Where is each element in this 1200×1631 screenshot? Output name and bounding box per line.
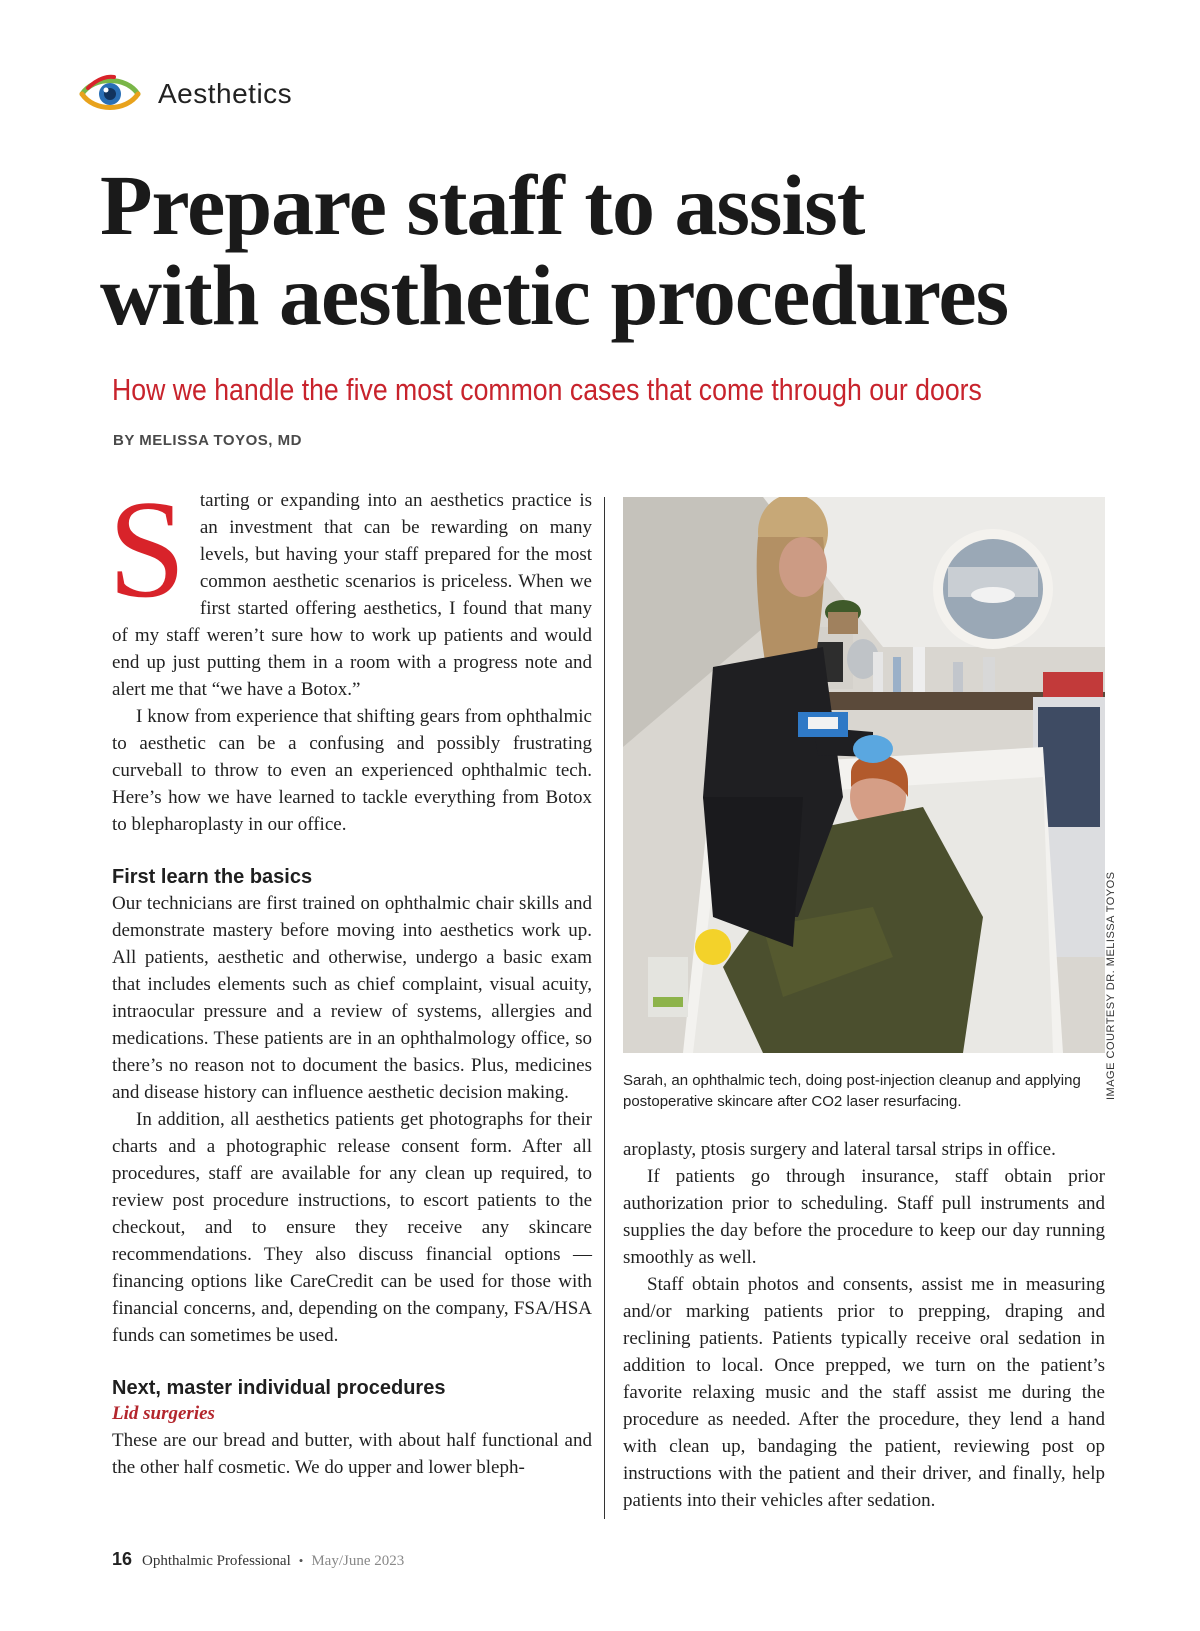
right-column — [623, 1136, 1105, 1514]
headline-line-1: Prepare staff to assist — [100, 157, 865, 253]
basics-paragraph-2: In addition, all aesthetics patients get photographs for their charts and a photographic release consent form. After all procedures, staff are available for any clean up required, to review post procedure instructions, to escort patients to the checkout, and to ensure they receive any skincare recommendations. They also discuss financial options — financing options like CareCredit can be used for those with financial concerns, and, depending on the company, FSA/HSA funds can sometimes be used. — [112, 1109, 592, 1346]
publication-name: Ophthalmic Professional — [142, 1553, 291, 1569]
subsubhead-lid-surgeries: Lid surgeries — [112, 1403, 215, 1424]
intro-paragraph-1-text: tarting or expanding into an aesthetics practice is an investment that can be rewarding on many levels, but having your staff prepared for the most common aesthetic scenarios is priceless. When we first started offering aesthetics, I found that many of my staff weren’t sure how to work up patients and would end up just putting them in a room with a progress note and alert me that “we have a Botox.” — [112, 490, 592, 700]
lid-paragraph-3: Staff obtain photos and consents, assist me in measuring and/or marking patients prior to prepping, draping and reclining patients. Patients typically receive oral sedation in addition to local. Once prepped, we turn on the patient’s favorite relaxing music and the staff assist me during the procedure as needed. After the procedure, they lend a hand with clean up, bandaging the patient, reviewing post op instructions with the patient and their driver, and finally, help patients into their vehicles after sedation. — [623, 1274, 1105, 1511]
section-label: Aesthetics — [158, 78, 293, 109]
section-tag — [78, 70, 292, 118]
intro-paragraph-1 — [108, 472, 592, 703]
subhead-procedures: Next, master individual procedures — [112, 1377, 446, 1399]
intro-paragraph-2: I know from experience that shifting gears from ophthalmic to aesthetic can be a confusing and possibly frustrating curveball to throw to even an experienced ophthalmic tech. Here’s how we have learned to tackle everything from Botox to blepharoplasty in our office. — [112, 706, 592, 835]
issue-date: May/June 2023 — [311, 1553, 405, 1569]
photo-illustration — [623, 497, 1105, 1053]
page-number: 16 — [112, 1549, 133, 1569]
photo-credit: IMAGE COURTESY DR. MELISSA TOYOS — [1105, 871, 1117, 1100]
dropcap: S — [108, 472, 186, 627]
lid-paragraph-2: If patients go through insurance, staff obtain prior authorization prior to scheduling. Staff pull instruments and supplies the day before the procedure to keep our day running smoothly as well. — [623, 1166, 1105, 1268]
eye-logo-icon — [78, 70, 142, 118]
lid-paragraph-1-part-1: These are our bread and butter, with about half functional and the other half cosmetic. We do upper and lower bleph- — [112, 1430, 592, 1478]
subhead-basics: First learn the basics — [112, 866, 313, 888]
article-headline — [100, 157, 1120, 343]
article-deck: How we handle the five most common cases that come through our doors — [112, 372, 982, 407]
page-footer — [112, 1549, 404, 1570]
article-photo — [623, 497, 1105, 1053]
byline: BY MELISSA TOYOS, MD — [113, 432, 302, 449]
lid-paragraph-1-part-2: aroplasty, ptosis surgery and lateral tarsal strips in office. — [623, 1139, 1056, 1160]
footer-separator: • — [298, 1553, 304, 1568]
left-column — [108, 472, 592, 1481]
basics-paragraph-1: Our technicians are first trained on ophthalmic chair skills and demonstrate mastery before moving into aesthetics work up. All patients, aesthetic and otherwise, undergo a basic exam that includes elements such as chief complaint, visual acuity, intraocular pressure and a review of systems, allergies and medications. These patients are in an ophthalmology office, so there’s no reason not to document the basics. Plus, medicines and disease history can influence aesthetic decision making. — [112, 893, 592, 1103]
headline-line-2: with aesthetic procedures — [100, 247, 1009, 343]
photo-caption: Sarah, an ophthalmic tech, doing post-injection cleanup and applying postoperative skincare after CO2 laser resurfacing. — [623, 1072, 1081, 1110]
column-divider — [604, 497, 605, 1519]
